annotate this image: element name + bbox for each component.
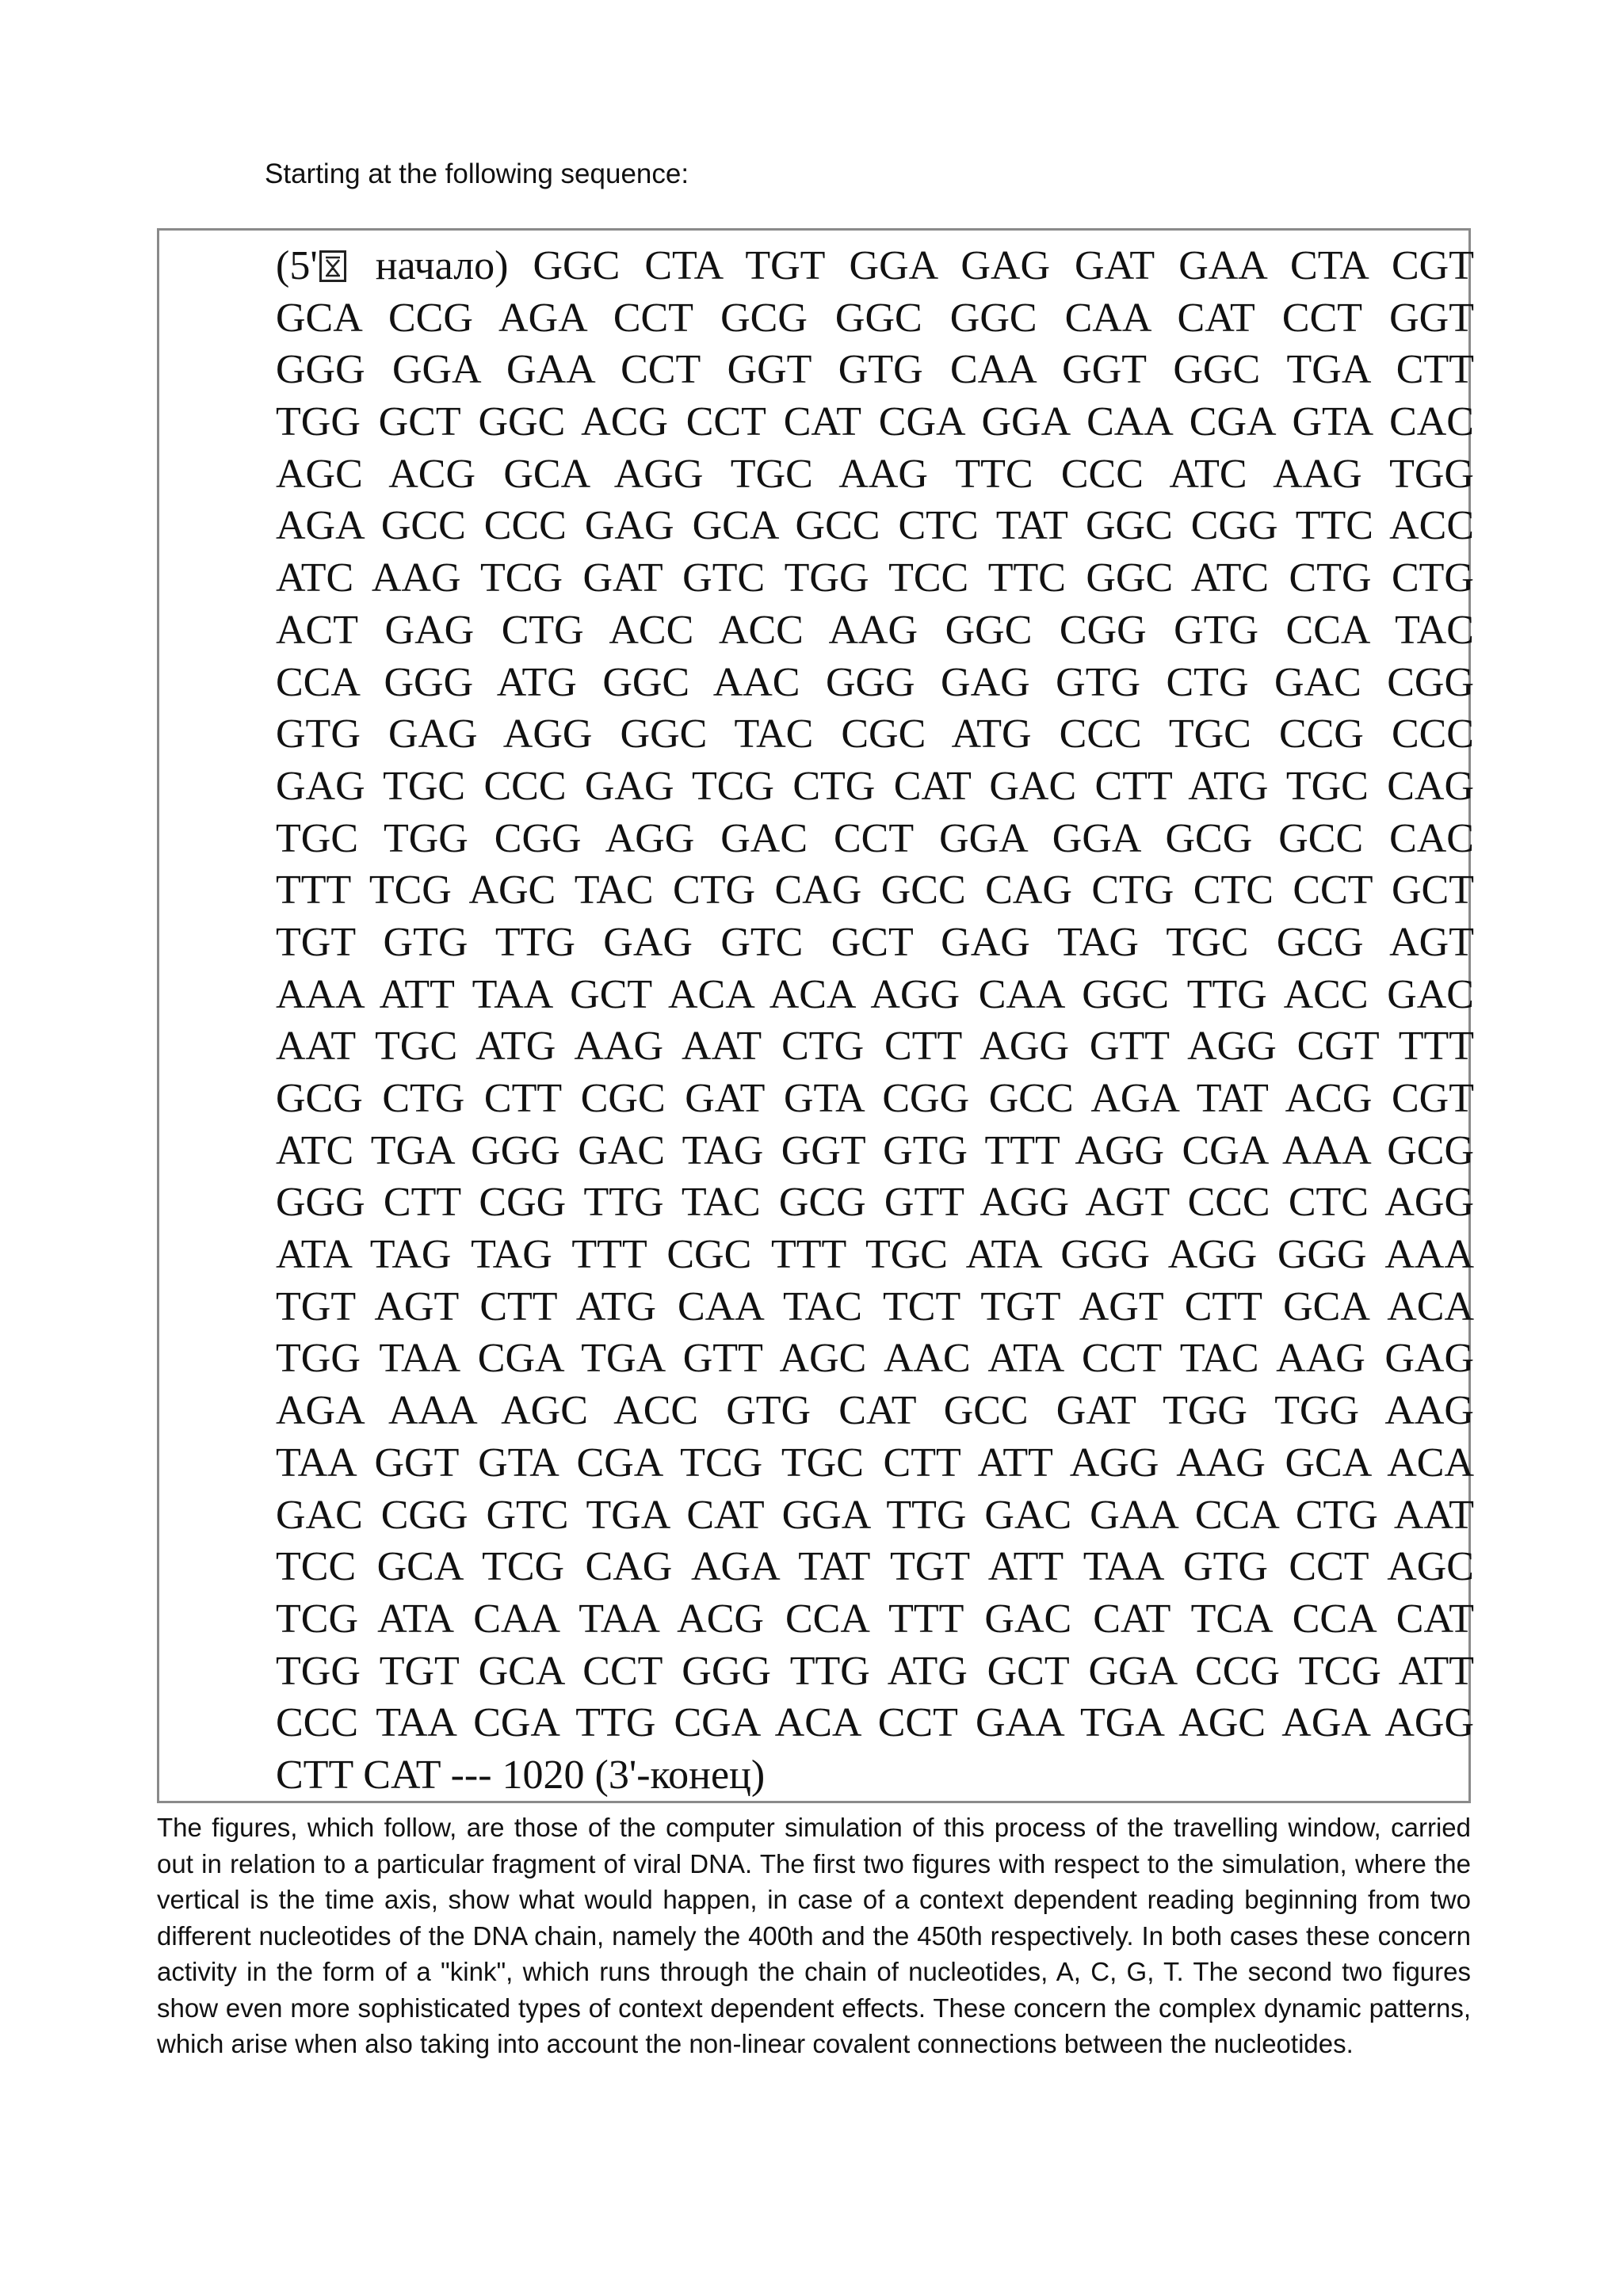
intro-text: Starting at the following sequence: [265, 158, 689, 189]
sequence-line: TAA GGT GTA CGA TCG TGC CTT ATT AGG AAG GCA ACA [276, 1440, 1474, 1486]
sequence-line: TCG ATA CAA TAA ACG CCA TTT GAC CAT TCA CCA CAT [276, 1596, 1474, 1642]
sequence-line-start [276, 240, 1474, 292]
sequence-line: AAA ATT TAA GCT ACA ACA AGG CAA GGC TTG ACC GAC [276, 971, 1474, 1017]
sequence-line: AAT TGC ATG AAG AAT CTG CTT AGG GTT AGG CGT TTT [276, 1024, 1474, 1070]
unknown-glyph-icon [319, 250, 346, 282]
sequence-line: TGC TGG CGG AGG GAC CCT GGA GGA GCG GCC CAC [276, 815, 1474, 861]
sequence-line: GGG GGA GAA CCT GGT GTG CAA GGT GGC TGA CTT [276, 347, 1474, 393]
description-paragraph: The figures, which follow, are those of the computer simulation of this process of the travelling window, carried out in relation to a particular fragment of viral DNA. The first two figures with respect to the simulation, where the vertical is the time axis, show what would happen, in case of a context dependent reading beginning from two different nucleotides of the DNA chain, namely the 400th and the 450th respectively. In both cases these concern activity in the form of a "kink", which runs through the chain of nucleotides, A, C, G, T. The second two figures show even more sophisticated types of context dependent effects. These concern the complex dynamic patterns, which arise when also taking into account the non-linear covalent connections between the nucleotides. [157, 1813, 1471, 2058]
sequence-line: TGG TAA CGA TGA GTT AGC AAC ATA CCT TAC AAG GAG [276, 1336, 1474, 1382]
sequence-line: GAC CGG GTC TGA CAT GGA TTG GAC GAA CCA CTG AAT [276, 1492, 1474, 1538]
sequence-line: ATC AAG TCG GAT GTC TGG TCC TTC GGC ATC CTG CTG [276, 555, 1474, 601]
sequence-line: TGT GTG TTG GAG GTC GCT GAG TAG TGC GCG AGT [276, 919, 1474, 965]
sequence-line: CCA GGG ATG GGC AAC GGG GAG GTG CTG GAC CGG [276, 659, 1474, 705]
sequence-line: TGG GCT GGC ACG CCT CAT CGA GGA CAA CGA GTA CAC [276, 399, 1474, 445]
sequence-box [157, 228, 1474, 1803]
sequence-line: GCA CCG AGA CCT GCG GGC GGC CAA CAT CCT GGT [276, 295, 1474, 341]
sequence-line: GAG TGC CCC GAG TCG CTG CAT GAC CTT ATG TGC CAG [276, 763, 1474, 809]
sequence-line: ACT GAG CTG ACC ACC AAG GGC CGG GTG CCA TAC [276, 607, 1474, 653]
sequence-line: GTG GAG AGG GGC TAC CGC ATG CCC TGC CCG CCC [276, 711, 1474, 757]
sequence-line: CCC TAA CGA TTG CGA ACA CCT GAA TGA AGC AGA AGG [276, 1700, 1474, 1746]
sequence-start-prefix: (5' [276, 243, 318, 288]
sequence-lines [276, 240, 1474, 1802]
sequence-line-end: CTT CAT --- 1020 (3'-конец) [276, 1752, 766, 1798]
sequence-line: GCG CTG CTT CGC GAT GTA CGG GCC AGA TAT ACG CGT [276, 1076, 1474, 1121]
sequence-line: TGT AGT CTT ATG CAA TAC TCT TGT AGT CTT GCA ACA [276, 1283, 1474, 1329]
sequence-line: AGC ACG GCA AGG TGC AAG TTC CCC ATC AAG TGG [276, 451, 1474, 497]
sequence-line: AGA GCC CCC GAG GCA GCC CTC TAT GGC CGG TTC ACC [276, 503, 1474, 549]
sequence-line: TGG TGT GCA CCT GGG TTG ATG GCT GGA CCG TCG ATT [276, 1648, 1474, 1694]
sequence-line: AGA AAA AGC ACC GTG CAT GCC GAT TGG TGG AAG [276, 1388, 1474, 1434]
sequence-line: ATC TGA GGG GAC TAG GGT GTG TTT AGG CGA AAA GCG [276, 1127, 1474, 1173]
sequence-line: ATA TAG TAG TTT CGC TTT TGC ATA GGG AGG GGG AAA [276, 1232, 1474, 1278]
sequence-line: TCC GCA TCG CAG AGA TAT TGT ATT TAA GTG CCT AGC [276, 1544, 1474, 1590]
sequence-line: GGG CTT CGG TTG TAC GCG GTT AGG AGT CCC CTC AGG [276, 1180, 1474, 1226]
sequence-line: TTT TCG AGC TAC CTG CAG GCC CAG CTG CTC CCT GCT [276, 868, 1474, 913]
sequence-start-suffix: начало) GGC CTA TGT GGA GAG GAT GAA CTA CGT [350, 243, 1474, 288]
